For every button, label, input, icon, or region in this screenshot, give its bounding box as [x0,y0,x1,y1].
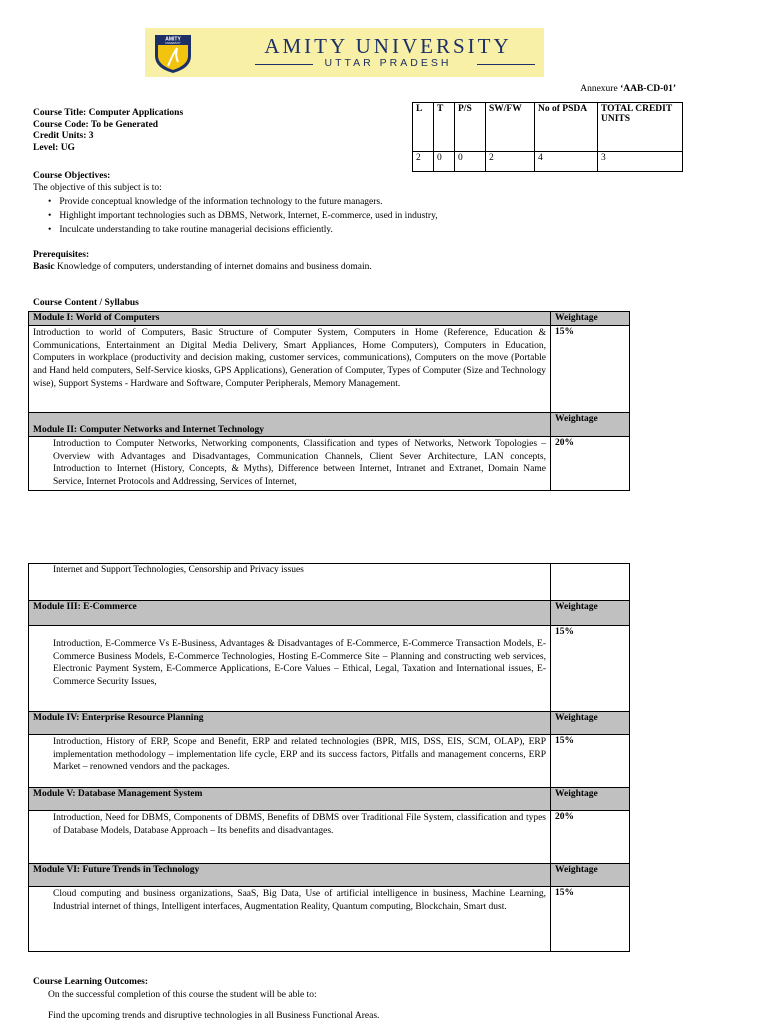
syllabus-table-part2 [28,563,630,952]
module-weight: 15% [551,626,630,712]
module-weight: 20% [551,437,630,491]
header-psda: No of PSDA [535,103,598,152]
module-weight: 20% [551,811,630,864]
weightage-header: Weightage [551,312,630,326]
university-banner [145,28,544,77]
university-name: AMITY UNIVERSITY [264,34,512,58]
outcomes-intro: On the successful completion of this course the student will be able to: [48,990,317,1000]
header-total-credit: TOTAL CREDIT UNITS [598,103,683,152]
value-psda: 4 [535,152,598,172]
module-title: Module V: Database Management System [29,788,551,811]
annexure-label: Annexure [580,84,621,94]
syllabus-heading: Course Content / Syllabus [33,298,139,308]
prerequisites-heading: Prerequisites: [33,250,90,260]
course-level: Level: UG [33,142,75,153]
header-t: T [434,103,455,152]
weightage-header: Weightage [551,601,630,626]
module-title: Module II: Computer Networks and Internet Technology [29,413,551,437]
weightage-header: Weightage [551,712,630,735]
value-total-credit: 3 [598,152,683,172]
objectives-list [48,195,438,237]
module-title: Module I: World of Computers [29,312,551,326]
module-content: Cloud computing and business organizations, SaaS, Big Data, Use of artificial intelligence in business, Machine Learning, Industrial internet of things, Intelligent interfaces, Augmentation Reality, Quantum computing, Blockchain, Smart dust. [29,887,551,952]
header-swfw: SW/FW [486,103,535,152]
value-l: 2 [413,152,434,172]
objectives-heading: Course Objectives: [33,171,111,181]
objectives-intro: The objective of this subject is to: [33,183,162,193]
module-content-continued: Internet and Support Technologies, Censorship and Privacy issues [29,564,551,601]
module-content: Introduction, History of ERP, Scope and Benefit, ERP and related technologies (BPR, MIS, DSS, EIS, SCM, OLAP), ERP implementation methodology – implementation life cycle, ERP and its success factors, Pitfalls and management concerns, ERP Market – renowned vendors and the packages. [29,735,551,788]
course-info [33,108,183,154]
module-weight: 15% [551,735,630,788]
syllabus-table-part1 [28,311,630,491]
module-title: Module VI: Future Trends in Technology [29,864,551,887]
weightage-header: Weightage [551,864,630,887]
header-l: L [413,103,434,152]
module-content: Introduction, E-Commerce Vs E-Business, Advantages & Disadvantages of E-Commerce, E-Commerce Transaction Models, E-Commerce Business Models, E-Commerce Technologies, Hosting E-Commerce Site – Planning and constructing web services, Electronic Payment System, E-Commerce Applications, E-Core Values – Ethical, Legal, Taxation and International issues, E-Commerce Security Issues, [29,626,551,712]
module-weight: 15% [551,326,630,413]
module-title: Module III: E-Commerce [29,601,551,626]
credit-table [412,102,683,172]
weightage-header: Weightage [551,413,630,437]
value-t: 0 [434,152,455,172]
svg-text:UNIVERSITY: UNIVERSITY [165,42,181,45]
weightage-header: Weightage [551,788,630,811]
university-location: UTTAR PRADESH [324,57,452,69]
course-code: Course Code: To be Generated [33,119,159,130]
module-content: Introduction to Computer Networks, Networking components, Classification and types of Networks, Network Topologies – Overview with Advantages and Disadvantages, Communication Channels, Client Sever Architecture, LAN concepts, Introduction to Internet (History, Concepts, & Myths), Difference between Internet, Intranet and Extranet, Domain Name Service, Internet Protocols and Addressing, Services of Internet, [29,437,551,491]
module-content: Introduction to world of Computers, Basic Structure of Computer System, Computers in Home (Reference, Education & Communications, Entertainment an Digital Media Delivery, Smart Appliances, Home Computers), Computers in Education, Computers in workplace (productivity and decision making, customer services, communications), Computers on the move (Portable and Hand held computers, Self-Service kiosks, GPS Applications), Generation of Computer, Types of Computer (Size and Technology wise), Support Systems - Hardware and Software, Computer Peripherals, Memory Management. [29,326,551,413]
header-ps: P/S [455,103,486,152]
objective-item: • Inculcate understanding to take routine managerial decisions efficiently. [48,223,438,237]
module-title: Module IV: Enterprise Resource Planning [29,712,551,735]
objective-item: • Provide conceptual knowledge of the information technology to the future managers. [48,195,438,209]
value-ps: 0 [455,152,486,172]
course-credits: Credit Units: 3 [33,131,94,141]
module-weight: 15% [551,887,630,952]
module-content: Introduction, Need for DBMS, Components of DBMS, Benefits of DBMS over Traditional File System, classification and types of Database Models, Database Approach – Its benefits and disadvantages. [29,811,551,864]
divider-right [477,64,535,65]
outcomes-heading: Course Learning Outcomes: [33,977,149,987]
svg-text:AMITY: AMITY [165,36,181,43]
outcome-item: Find the upcoming trends and disruptive technologies in all Business Functional Areas. [48,1011,380,1021]
objective-item: • Highlight important technologies such as DBMS, Network, Internet, E-commerce, used in industry, [48,209,438,223]
value-swfw: 2 [486,152,535,172]
university-crest-logo [151,32,195,74]
course-title: Course Title: Computer Applications [33,108,184,118]
prerequisites-text: Basic Knowledge of computers, understanding of internet domains and business domain. [33,262,372,272]
annexure-code: ‘AAB-CD-01’ [620,84,676,94]
annexure [580,84,676,94]
